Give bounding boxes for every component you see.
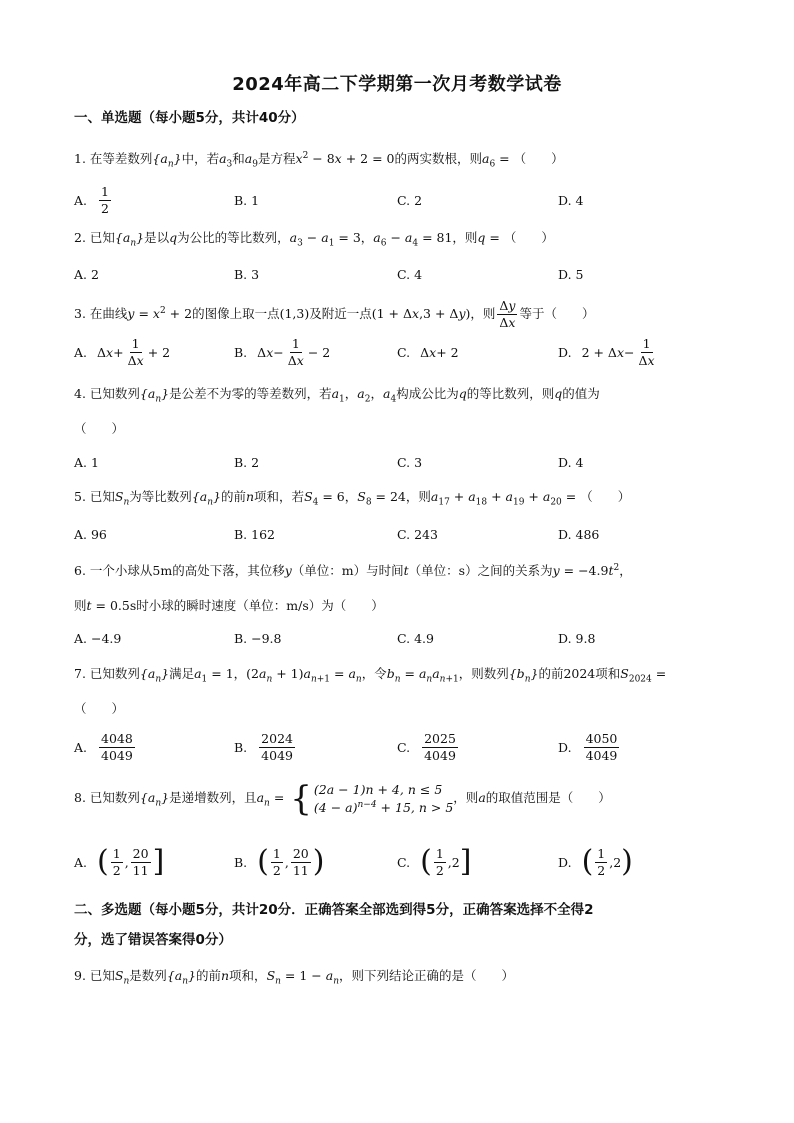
option-d[interactable]: D. 5	[558, 266, 584, 282]
question-8: 8. 已知数列$\{a_n\}$是递增数列，且$a_n$ = { (2a − 1)n + 4, n ≤ 5 $(4 - a)^{n-4} + 15$, n > 5 ，则a的取值范围是（ ）	[74, 778, 611, 819]
option-a[interactable]: A. 2	[74, 266, 99, 282]
option-b[interactable]: B. 2	[234, 454, 260, 470]
question-7-options	[74, 725, 724, 769]
option-b[interactable]: B. 3	[234, 266, 260, 282]
option-a[interactable]: A. 96	[74, 526, 107, 542]
question-1: 1. 在等差数列$\{a_n\}$中，若$a_3$和$a_9$是方程$x^2 - 8x + 2 = 0$的两实数根，则$a_6$ = （ ）	[74, 150, 564, 170]
option-d[interactable]: D. 9.8	[558, 630, 596, 646]
option-b[interactable]: B. 162	[234, 526, 275, 542]
question-6-options	[74, 616, 724, 660]
option-c[interactable]: C. $\frac{2025}{4049}$	[397, 730, 456, 763]
question-6-line-2: 则t = 0.5s时小球的瞬时速度（单位：m/s）为（ ）	[74, 598, 384, 613]
question-3-options	[74, 330, 724, 374]
option-d[interactable]: D. 4	[558, 454, 584, 470]
option-c[interactable]: C. 2	[397, 192, 423, 208]
option-d[interactable]: D. 2 + Δ x − $\frac{1}{\Delta x}$	[558, 335, 655, 368]
option-d[interactable]: D. 4	[558, 192, 584, 208]
option-d[interactable]: D. 486	[558, 526, 600, 542]
page-title: 2024年高二下学期第一次月考数学试卷	[232, 74, 562, 95]
question-2-options	[74, 252, 724, 296]
option-c[interactable]: C. 4	[397, 266, 423, 282]
question-2: 2. 已知$\{a_n\}$是以q为公比的等比数列，$a_3 - a_1 = 3$，$a_6 - a_4 = 81$，则q = （ ）	[74, 230, 554, 249]
option-b[interactable]: B. $\frac{2024}{4049}$	[234, 730, 293, 763]
section-multi-choice-heading: 二、多选题（每小题5分，共计20分．正确答案全部选到得5分，正确答案选择不全得2	[74, 902, 594, 918]
option-c[interactable]: C. Δ x + 2	[397, 344, 459, 360]
option-d[interactable]: D. ( $\frac{1}{2}$ ,2 )	[558, 844, 633, 879]
question-7: 7. 已知数列$\{a_n\}$满足$a_1 = 1$，$(2a_n + 1)a_{n+1} = a_n$，令$b_n = a_na_{n+1}$，则数列$\{b_n\}$的前2024项和$S_{2024}$ =	[74, 666, 667, 685]
question-4-options	[74, 440, 724, 484]
question-5: 5. 已知$S_n$为等比数列$\{a_n\}$的前n项和，若$S_4 = 6$，$S_8 = 24$，则$a_{17} + a_{18} + a_{19} + a_{20}$ = （ ）	[74, 489, 631, 508]
option-b[interactable]: B. Δ x − $\frac{1}{\Delta x}$ − 2	[234, 335, 331, 368]
question-4-answer-paren: （ ）	[74, 421, 125, 436]
option-b[interactable]: B. 1	[234, 192, 260, 208]
option-d[interactable]: D. $\frac{4050}{4049}$	[558, 730, 618, 763]
question-5-options	[74, 512, 724, 556]
option-c[interactable]: C. 3	[397, 454, 423, 470]
option-a[interactable]: A. Δ x + $\frac{1}{\Delta x}$ + 2	[74, 335, 171, 368]
option-c[interactable]: C. 4.9	[397, 630, 434, 646]
section-single-choice-heading: 一、单选题（每小题5分，共计40分）	[74, 110, 305, 126]
option-c[interactable]: C. 243	[397, 526, 438, 542]
option-a[interactable]: A. $\frac{1}{2}$	[74, 183, 109, 216]
option-c[interactable]: C. ( $\frac{1}{2}$ ,2 ]	[397, 844, 472, 879]
question-8-options	[74, 840, 724, 884]
question-9: 9. 已知$S_n$是数列$\{a_n\}$的前n项和，$S_n = 1 - a_n$，则下列结论正确的是（ ）	[74, 968, 514, 987]
section-multi-choice-heading-line-2: 分，选了错误答案得0分）	[74, 932, 232, 948]
option-a[interactable]: A. −4.9	[74, 630, 122, 646]
question-6: 6. 一个小球从5m的高处下落，其位移y（单位：m）与时间t（单位：s）之间的关系为$y = -4.9t^2$，	[74, 562, 632, 578]
option-b[interactable]: B. −9.8	[234, 630, 282, 646]
option-a[interactable]: A. $\frac{4048}{4049}$	[74, 730, 133, 763]
option-b[interactable]: B. ( $\frac{1}{2}$ , $\frac{20}{11}$ )	[234, 844, 325, 879]
question-7-answer-paren: （ ）	[74, 701, 125, 716]
question-4: 4. 已知数列$\{a_n\}$是公差不为零的等差数列，若$a_1$，$a_2$，$a_4$构成公比为q的等比数列，则q的值为	[74, 386, 600, 405]
question-1-options	[74, 178, 724, 222]
option-a[interactable]: A. ( $\frac{1}{2}$ , $\frac{20}{11}$ ]	[74, 844, 165, 879]
question-3: 3. 在曲线$y = x^2 + 2$的图像上取一点(1,3)及附近一点(1 + Δx,3 + Δy)，则 $\frac{\Delta y}{\Delta x}$ 等于（ ）	[74, 298, 595, 330]
option-a[interactable]: A. 1	[74, 454, 99, 470]
